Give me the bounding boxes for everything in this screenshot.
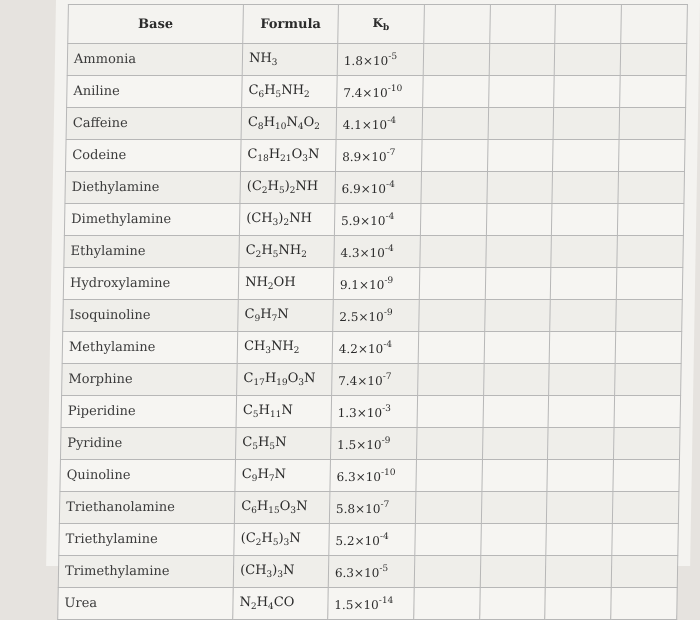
- kb-mantissa: 1.5×10: [337, 437, 382, 452]
- kb-cell[interactable]: [333, 300, 419, 332]
- kb-cell[interactable]: [334, 204, 420, 236]
- empty-cell[interactable]: [551, 236, 617, 268]
- formula-subscript: 5: [278, 186, 285, 196]
- empty-cell[interactable]: [484, 300, 550, 332]
- kb-cell[interactable]: [328, 588, 414, 620]
- formula-text: H: [264, 83, 276, 98]
- formula-text: ): [272, 563, 278, 578]
- empty-cell[interactable]: [612, 524, 678, 556]
- kb-cell[interactable]: [330, 428, 416, 460]
- formula-text: C: [247, 115, 259, 130]
- base-name-cell[interactable]: Piperidine: [61, 396, 237, 428]
- formula-text: H: [256, 499, 269, 514]
- formula-cell[interactable]: [238, 300, 333, 332]
- kb-mantissa: 1.3×10: [337, 405, 383, 420]
- formula-text: H: [267, 179, 280, 194]
- kb-exponent: -9: [381, 435, 391, 446]
- formula-subscript: 9: [254, 314, 261, 324]
- empty-cell[interactable]: [480, 556, 546, 588]
- formula-text: O: [303, 115, 315, 130]
- empty-cell[interactable]: [417, 364, 483, 396]
- empty-cell[interactable]: [616, 300, 682, 332]
- kb-exponent: -4: [379, 531, 389, 542]
- kb-exponent: -10: [380, 467, 396, 478]
- formula-subscript: 2: [314, 122, 320, 132]
- base-name-cell[interactable]: Pyridine: [60, 428, 236, 460]
- empty-cell[interactable]: [484, 332, 550, 364]
- formula-subscript: 2: [255, 538, 262, 548]
- formula-subscript: 3: [265, 346, 272, 356]
- kb-mantissa: 4.1×10: [342, 117, 388, 132]
- empty-cell[interactable]: [420, 204, 486, 236]
- base-name-cell[interactable]: Methylamine: [62, 332, 238, 364]
- kb-mantissa: 8.9×10: [342, 149, 387, 164]
- formula-text: ): [278, 531, 284, 546]
- base-name-cell[interactable]: Caffeine: [66, 108, 242, 140]
- base-name-cell[interactable]: Morphine: [62, 364, 238, 396]
- table-row: [66, 140, 686, 172]
- formula-subscript: 21: [279, 154, 292, 164]
- formula-text: H: [258, 403, 271, 418]
- formula-cell[interactable]: [237, 332, 332, 364]
- formula-text: (CH: [246, 211, 273, 226]
- kb-mantissa: 1.5×10: [334, 597, 379, 612]
- formula-subscript: 18: [257, 154, 269, 164]
- formula-cell[interactable]: [240, 172, 335, 204]
- empty-cell[interactable]: [546, 524, 612, 556]
- formula-subscript: 15: [268, 506, 280, 516]
- kb-mantissa: 5.2×10: [335, 533, 381, 548]
- formula-cell[interactable]: [236, 428, 331, 460]
- table-row: [63, 268, 683, 300]
- empty-cell[interactable]: [620, 76, 686, 108]
- kb-cell[interactable]: [334, 236, 420, 268]
- formula-text: (C: [240, 531, 256, 546]
- formula-subscript: 3: [277, 570, 284, 580]
- formula-subscript: 5: [269, 442, 276, 452]
- formula-text: O: [279, 499, 291, 514]
- empty-cell[interactable]: [415, 524, 481, 556]
- formula-subscript: 17: [253, 378, 265, 388]
- formula-subscript: 19: [276, 378, 288, 388]
- formula-cell[interactable]: [233, 556, 328, 588]
- empty-cell[interactable]: [615, 332, 681, 364]
- formula-text: H: [264, 371, 277, 386]
- empty-cell[interactable]: [419, 268, 485, 300]
- empty-cell[interactable]: [552, 172, 618, 204]
- empty-cell[interactable]: [486, 204, 552, 236]
- base-name-cell[interactable]: Ammonia: [67, 44, 243, 76]
- formula-text: C: [244, 307, 255, 322]
- formula-text: N: [303, 371, 316, 386]
- empty-cell[interactable]: [487, 140, 553, 172]
- table-row: [61, 396, 681, 428]
- table-row: [64, 236, 684, 268]
- empty-cell[interactable]: [413, 588, 479, 620]
- formula-subscript: 5: [252, 442, 259, 452]
- kb-cell[interactable]: [332, 332, 418, 364]
- empty-cell[interactable]: [614, 428, 680, 460]
- base-name-cell[interactable]: Diethylamine: [65, 172, 241, 204]
- base-kb-table: [57, 4, 688, 620]
- kb-cell[interactable]: [330, 460, 416, 492]
- formula-text: N: [296, 499, 308, 514]
- formula-subscript: 5: [252, 410, 259, 420]
- empty-cell[interactable]: [550, 300, 616, 332]
- empty-cell[interactable]: [547, 492, 613, 524]
- formula-cell[interactable]: [237, 364, 332, 396]
- table-row: [67, 76, 687, 108]
- formula-text: N: [277, 307, 289, 322]
- formula-text: C: [242, 403, 254, 418]
- kb-mantissa: 9.1×10: [339, 277, 385, 292]
- table-body: [58, 44, 687, 620]
- formula-cell[interactable]: [239, 204, 334, 236]
- base-name-cell[interactable]: Dimethylamine: [64, 204, 240, 236]
- empty-cell[interactable]: [483, 364, 549, 396]
- empty-cell[interactable]: [417, 396, 483, 428]
- empty-cell[interactable]: [479, 588, 545, 620]
- formula-text: H: [260, 307, 272, 322]
- empty-header-cell[interactable]: [489, 5, 555, 44]
- table-row: [59, 492, 679, 524]
- empty-cell[interactable]: [421, 140, 487, 172]
- empty-cell[interactable]: [615, 364, 681, 396]
- kb-cell[interactable]: [336, 108, 422, 140]
- empty-cell[interactable]: [611, 588, 677, 620]
- kb-mantissa: 6.9×10: [341, 181, 387, 196]
- empty-cell[interactable]: [422, 76, 488, 108]
- formula-text: H: [261, 243, 273, 258]
- formula-text: OH: [273, 275, 296, 290]
- base-name-cell[interactable]: Triethylamine: [59, 524, 235, 556]
- formula-text: H: [261, 531, 273, 546]
- empty-cell[interactable]: [422, 108, 488, 140]
- kb-mantissa: 2.5×10: [339, 309, 384, 324]
- empty-cell[interactable]: [620, 44, 686, 76]
- base-name-cell[interactable]: Urea: [58, 588, 234, 620]
- formula-text: N: [274, 467, 287, 482]
- formula-text: C: [247, 147, 258, 162]
- empty-cell[interactable]: [487, 172, 553, 204]
- kb-cell[interactable]: [331, 364, 417, 396]
- base-name-cell[interactable]: Quinoline: [60, 460, 236, 492]
- kb-mantissa: 6.3×10: [334, 565, 380, 580]
- empty-cell[interactable]: [617, 236, 683, 268]
- empty-cell[interactable]: [545, 588, 611, 620]
- formula-text: ): [284, 179, 290, 194]
- header-kb[interactable]: [338, 5, 425, 44]
- formula-subscript: 2: [250, 602, 257, 612]
- formula-subscript: 7: [268, 474, 275, 484]
- kb-exponent: -9: [383, 307, 393, 318]
- formula-subscript: 2: [283, 218, 290, 228]
- formula-subscript: 3: [302, 154, 309, 164]
- base-name-cell[interactable]: Aniline: [67, 76, 243, 108]
- formula-text: NH: [289, 211, 313, 226]
- base-name-cell[interactable]: Trimethylamine: [58, 556, 234, 588]
- table-row: [64, 204, 684, 236]
- formula-text: (C: [246, 179, 263, 194]
- base-name-cell[interactable]: Isoquinoline: [63, 300, 239, 332]
- formula-subscript: 5: [272, 250, 279, 260]
- formula-subscript: 4: [297, 122, 304, 132]
- formula-text: H: [256, 595, 269, 610]
- formula-cell[interactable]: [242, 44, 337, 76]
- formula-text: H: [263, 115, 276, 130]
- formula-text: C: [243, 371, 254, 386]
- formula-subscript: 11: [269, 410, 282, 420]
- formula-subscript: 2: [301, 250, 307, 260]
- formula-subscript: 3: [271, 58, 278, 68]
- formula-cell[interactable]: [236, 396, 331, 428]
- formula-text: NH: [248, 51, 272, 66]
- empty-cell[interactable]: [481, 460, 547, 492]
- empty-cell[interactable]: [418, 332, 484, 364]
- kb-mantissa: 7.4×10: [338, 373, 383, 388]
- empty-cell[interactable]: [485, 236, 551, 268]
- empty-cell[interactable]: [485, 268, 551, 300]
- table-row: [60, 460, 680, 492]
- empty-cell[interactable]: [482, 428, 548, 460]
- empty-header-cell[interactable]: [621, 5, 688, 44]
- empty-cell[interactable]: [619, 140, 685, 172]
- formula-text: C: [245, 243, 256, 258]
- empty-cell[interactable]: [553, 108, 619, 140]
- empty-cell[interactable]: [414, 556, 480, 588]
- formula-cell[interactable]: [233, 588, 328, 620]
- table-row: [58, 588, 678, 620]
- formula-subscript: 3: [266, 570, 273, 580]
- formula-text: NH: [281, 83, 305, 98]
- kb-mantissa: 4.3×10: [340, 245, 386, 260]
- formula-text: N: [286, 115, 298, 130]
- formula-text: C: [241, 499, 252, 514]
- formula-text: H: [257, 435, 270, 450]
- kb-mantissa: 1.8×10: [343, 53, 389, 68]
- table-row: [58, 556, 678, 588]
- formula-text: CO: [273, 595, 295, 610]
- formula-text: N: [307, 147, 320, 162]
- base-name-cell[interactable]: Codeine: [66, 140, 242, 172]
- empty-cell[interactable]: [480, 524, 546, 556]
- formula-subscript: 3: [298, 378, 305, 388]
- table-row: [65, 172, 685, 204]
- empty-header-cell[interactable]: [555, 5, 621, 44]
- table-row: [59, 524, 679, 556]
- kb-mantissa: 6.3×10: [336, 469, 382, 484]
- header-kb-letter: K: [372, 15, 384, 30]
- kb-exponent: -4: [386, 179, 395, 190]
- formula-subscript: 8: [257, 122, 264, 132]
- empty-header-cell[interactable]: [424, 5, 490, 44]
- formula-text: C: [241, 467, 252, 482]
- formula-text: CH: [243, 339, 266, 354]
- kb-cell[interactable]: [335, 172, 421, 204]
- empty-cell[interactable]: [554, 76, 620, 108]
- empty-cell[interactable]: [614, 396, 680, 428]
- formula-cell[interactable]: [241, 140, 336, 172]
- empty-cell[interactable]: [553, 140, 619, 172]
- empty-cell[interactable]: [618, 204, 684, 236]
- formula-text: NH: [270, 339, 294, 354]
- empty-cell[interactable]: [420, 236, 486, 268]
- formula-text: O: [291, 147, 303, 162]
- kb-cell[interactable]: [335, 140, 421, 172]
- base-name-cell[interactable]: Triethanolamine: [59, 492, 235, 524]
- kb-exponent: -7: [382, 371, 392, 382]
- formula-subscript: 6: [258, 90, 265, 100]
- table-row: [60, 428, 680, 460]
- formula-text: (CH: [240, 563, 267, 578]
- formula-text: H: [257, 467, 269, 482]
- kb-exponent: -5: [388, 51, 398, 62]
- empty-cell[interactable]: [619, 108, 685, 140]
- formula-text: N: [275, 435, 287, 450]
- formula-subscript: 2: [267, 282, 274, 292]
- formula-subscript: 4: [267, 602, 274, 612]
- empty-cell[interactable]: [421, 172, 487, 204]
- kb-cell[interactable]: [331, 396, 417, 428]
- empty-cell[interactable]: [416, 460, 482, 492]
- kb-exponent: -5: [379, 563, 389, 574]
- empty-cell[interactable]: [611, 556, 677, 588]
- formula-subscript: 3: [283, 538, 290, 548]
- header-base[interactable]: Base: [68, 5, 244, 44]
- kb-mantissa: 4.2×10: [338, 341, 384, 356]
- kb-exponent: -10: [387, 83, 403, 94]
- empty-cell[interactable]: [552, 204, 618, 236]
- kb-mantissa: 5.8×10: [335, 501, 381, 516]
- kb-cell[interactable]: [329, 492, 415, 524]
- table-row: [63, 300, 683, 332]
- formula-text: N: [239, 595, 252, 610]
- formula-cell[interactable]: [239, 236, 334, 268]
- empty-cell[interactable]: [548, 428, 614, 460]
- formula-subscript: 7: [271, 314, 278, 324]
- table-row: [62, 332, 682, 364]
- kb-exponent: -14: [378, 595, 394, 606]
- formula-subscript: 2: [303, 90, 310, 100]
- empty-cell[interactable]: [616, 268, 682, 300]
- formula-text: N: [289, 531, 301, 546]
- empty-cell[interactable]: [489, 44, 555, 76]
- base-name-cell[interactable]: Hydroxylamine: [63, 268, 239, 300]
- kb-exponent: -7: [386, 147, 396, 158]
- kb-exponent: -9: [384, 275, 394, 286]
- formula-text: NH: [278, 243, 302, 258]
- empty-cell[interactable]: [555, 44, 621, 76]
- formula-subscript: 5: [272, 538, 279, 548]
- formula-cell[interactable]: [234, 492, 329, 524]
- formula-cell[interactable]: [241, 108, 336, 140]
- kb-exponent: -4: [383, 339, 393, 350]
- empty-cell[interactable]: [549, 364, 615, 396]
- header-row: [68, 5, 688, 44]
- formula-subscript: 3: [272, 218, 279, 228]
- empty-cell[interactable]: [488, 76, 554, 108]
- formula-subscript: 2: [289, 186, 296, 196]
- empty-cell[interactable]: [548, 396, 614, 428]
- formula-subscript: 2: [261, 186, 268, 196]
- kb-exponent: -4: [384, 243, 394, 254]
- empty-cell[interactable]: [613, 492, 679, 524]
- kb-cell[interactable]: [329, 524, 415, 556]
- table-row: [67, 44, 687, 76]
- formula-subscript: 2: [255, 250, 262, 260]
- formula-subscript: 5: [275, 90, 282, 100]
- formula-text: O: [287, 371, 299, 386]
- empty-cell[interactable]: [488, 108, 554, 140]
- header-kb-subscript: b: [382, 22, 390, 33]
- kb-mantissa: 7.4×10: [343, 85, 388, 100]
- empty-cell[interactable]: [547, 460, 613, 492]
- formula-text: C: [242, 435, 253, 450]
- table-row: [62, 364, 682, 396]
- kb-cell[interactable]: [337, 76, 423, 108]
- formula-subscript: 6: [251, 506, 257, 516]
- empty-cell[interactable]: [483, 396, 549, 428]
- kb-cell[interactable]: [333, 268, 419, 300]
- header-formula[interactable]: Formula: [243, 5, 338, 44]
- formula-subscript: 9: [251, 474, 258, 484]
- formula-cell[interactable]: [234, 524, 329, 556]
- empty-cell[interactable]: [416, 428, 482, 460]
- empty-cell[interactable]: [618, 172, 684, 204]
- kb-exponent: -4: [385, 211, 395, 222]
- empty-cell[interactable]: [423, 44, 489, 76]
- formula-subscript: 2: [293, 346, 300, 356]
- table-row: [66, 108, 686, 140]
- empty-cell[interactable]: [415, 492, 481, 524]
- empty-cell[interactable]: [418, 300, 484, 332]
- formula-text: N: [281, 403, 293, 418]
- kb-exponent: -3: [382, 403, 392, 414]
- formula-cell[interactable]: [242, 76, 337, 108]
- formula-text: C: [248, 83, 259, 98]
- formula-subscript: 3: [290, 506, 297, 516]
- kb-mantissa: 5.9×10: [340, 213, 386, 228]
- kb-cell[interactable]: [328, 556, 414, 588]
- kb-exponent: -4: [387, 115, 397, 126]
- empty-cell[interactable]: [551, 268, 617, 300]
- empty-cell[interactable]: [613, 460, 679, 492]
- kb-exponent: -7: [380, 499, 390, 510]
- formula-text: N: [282, 563, 295, 578]
- base-name-cell[interactable]: Ethylamine: [64, 236, 240, 268]
- formula-text: H: [268, 147, 281, 162]
- formula-text: ): [278, 211, 284, 226]
- empty-cell[interactable]: [550, 332, 616, 364]
- formula-cell[interactable]: [238, 268, 333, 300]
- formula-text: NH: [245, 275, 269, 290]
- empty-cell[interactable]: [481, 492, 547, 524]
- formula-subscript: 10: [274, 122, 287, 132]
- empty-cell[interactable]: [546, 556, 612, 588]
- formula-text: NH: [295, 179, 319, 194]
- kb-cell[interactable]: [337, 44, 423, 76]
- formula-cell[interactable]: [235, 460, 330, 492]
